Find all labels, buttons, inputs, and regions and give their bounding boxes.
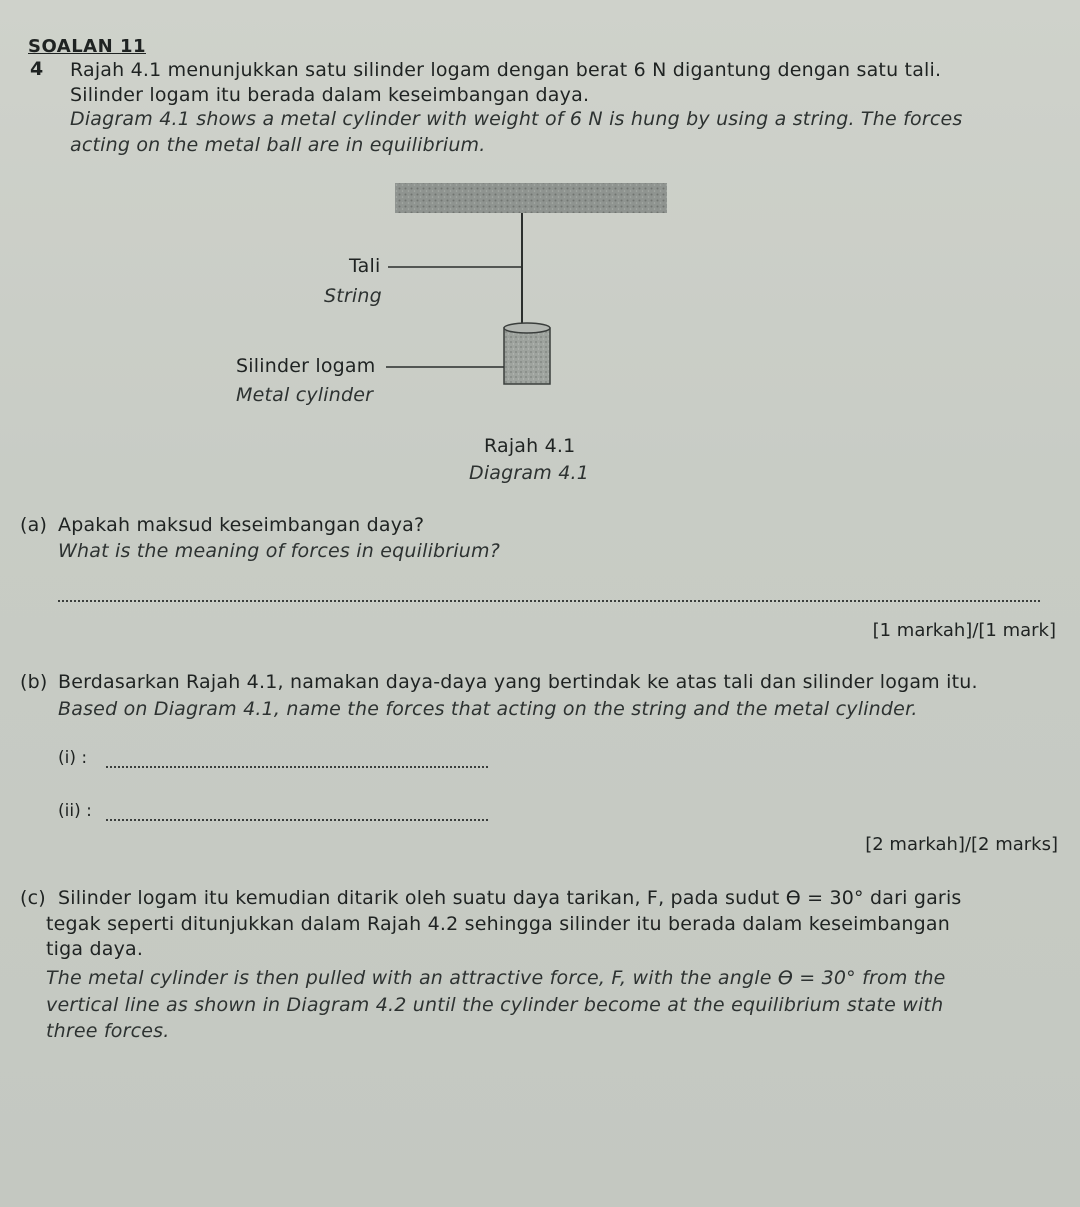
intro-en-line1: Diagram 4.1 shows a metal cylinder with weight of 6 N is hung by using a string. The forces [70,108,963,130]
label-metal-cylinder: Metal cylinder [236,384,374,406]
part-c-en-line1: The metal cylinder is then pulled with an attractive force, F, with the angle ϴ = 30° from the [46,967,946,989]
caption-rajah: Rajah 4.1 [484,435,576,457]
intro-en-line2: acting on the metal ball are in equilibrium. [70,134,486,156]
part-b-question-en: Based on Diagram 4.1, name the forces that acting on the string and the metal cylinder. [58,698,918,720]
diagram-4-1 [230,175,690,415]
part-b-question-ms: Berdasarkan Rajah 4.1, namakan daya-daya yang bertindak ke atas tali dan silinder logam itu. [58,671,978,693]
part-a-question-ms: Apakah maksud keseimbangan daya? [58,514,425,536]
label-silinder-logam: Silinder logam [236,355,376,377]
metal-cylinder [504,323,550,384]
label-tali: Tali [349,255,381,277]
part-b-item-2-label: (ii) : [58,801,92,821]
part-b-item-1-answer-line[interactable] [106,766,488,768]
part-b-item-1-label: (i) : [58,748,88,768]
part-c-ms-line2: tegak seperti ditunjukkan dalam Rajah 4.2 sehingga silinder itu berada dalam keseimbangan [46,913,950,935]
ceiling-support [395,183,667,213]
part-b-label: (b) [20,671,48,693]
caption-diagram: Diagram 4.1 [469,462,590,484]
question-number: 4 [30,58,44,80]
part-c-ms-line1: Silinder logam itu kemudian ditarik oleh suatu daya tarikan, F, pada sudut ϴ = 30° dari garis [58,887,962,909]
part-c-label: (c) [20,887,46,909]
part-b-item-2-answer-line[interactable] [106,819,488,821]
part-a-label: (a) [20,514,48,536]
part-c-en-line2: vertical line as shown in Diagram 4.2 until the cylinder become at the equilibrium state with [46,994,944,1016]
part-c-en-line3: three forces. [46,1020,170,1042]
part-a-marks: [1 markah]/[1 mark] [872,620,1056,641]
intro-ms-line2: Silinder logam itu berada dalam keseimbangan daya. [70,84,590,106]
part-a-answer-line[interactable] [58,600,1040,602]
intro-ms-line1: Rajah 4.1 menunjukkan satu silinder logam dengan berat 6 N digantung dengan satu tali. [70,59,942,81]
label-string: String [324,285,382,307]
part-c-ms-line3: tiga daya. [46,938,144,960]
part-b-marks: [2 markah]/[2 marks] [865,834,1058,855]
part-a-question-en: What is the meaning of forces in equilibrium? [58,540,501,562]
section-title: SOALAN 11 [28,36,146,57]
